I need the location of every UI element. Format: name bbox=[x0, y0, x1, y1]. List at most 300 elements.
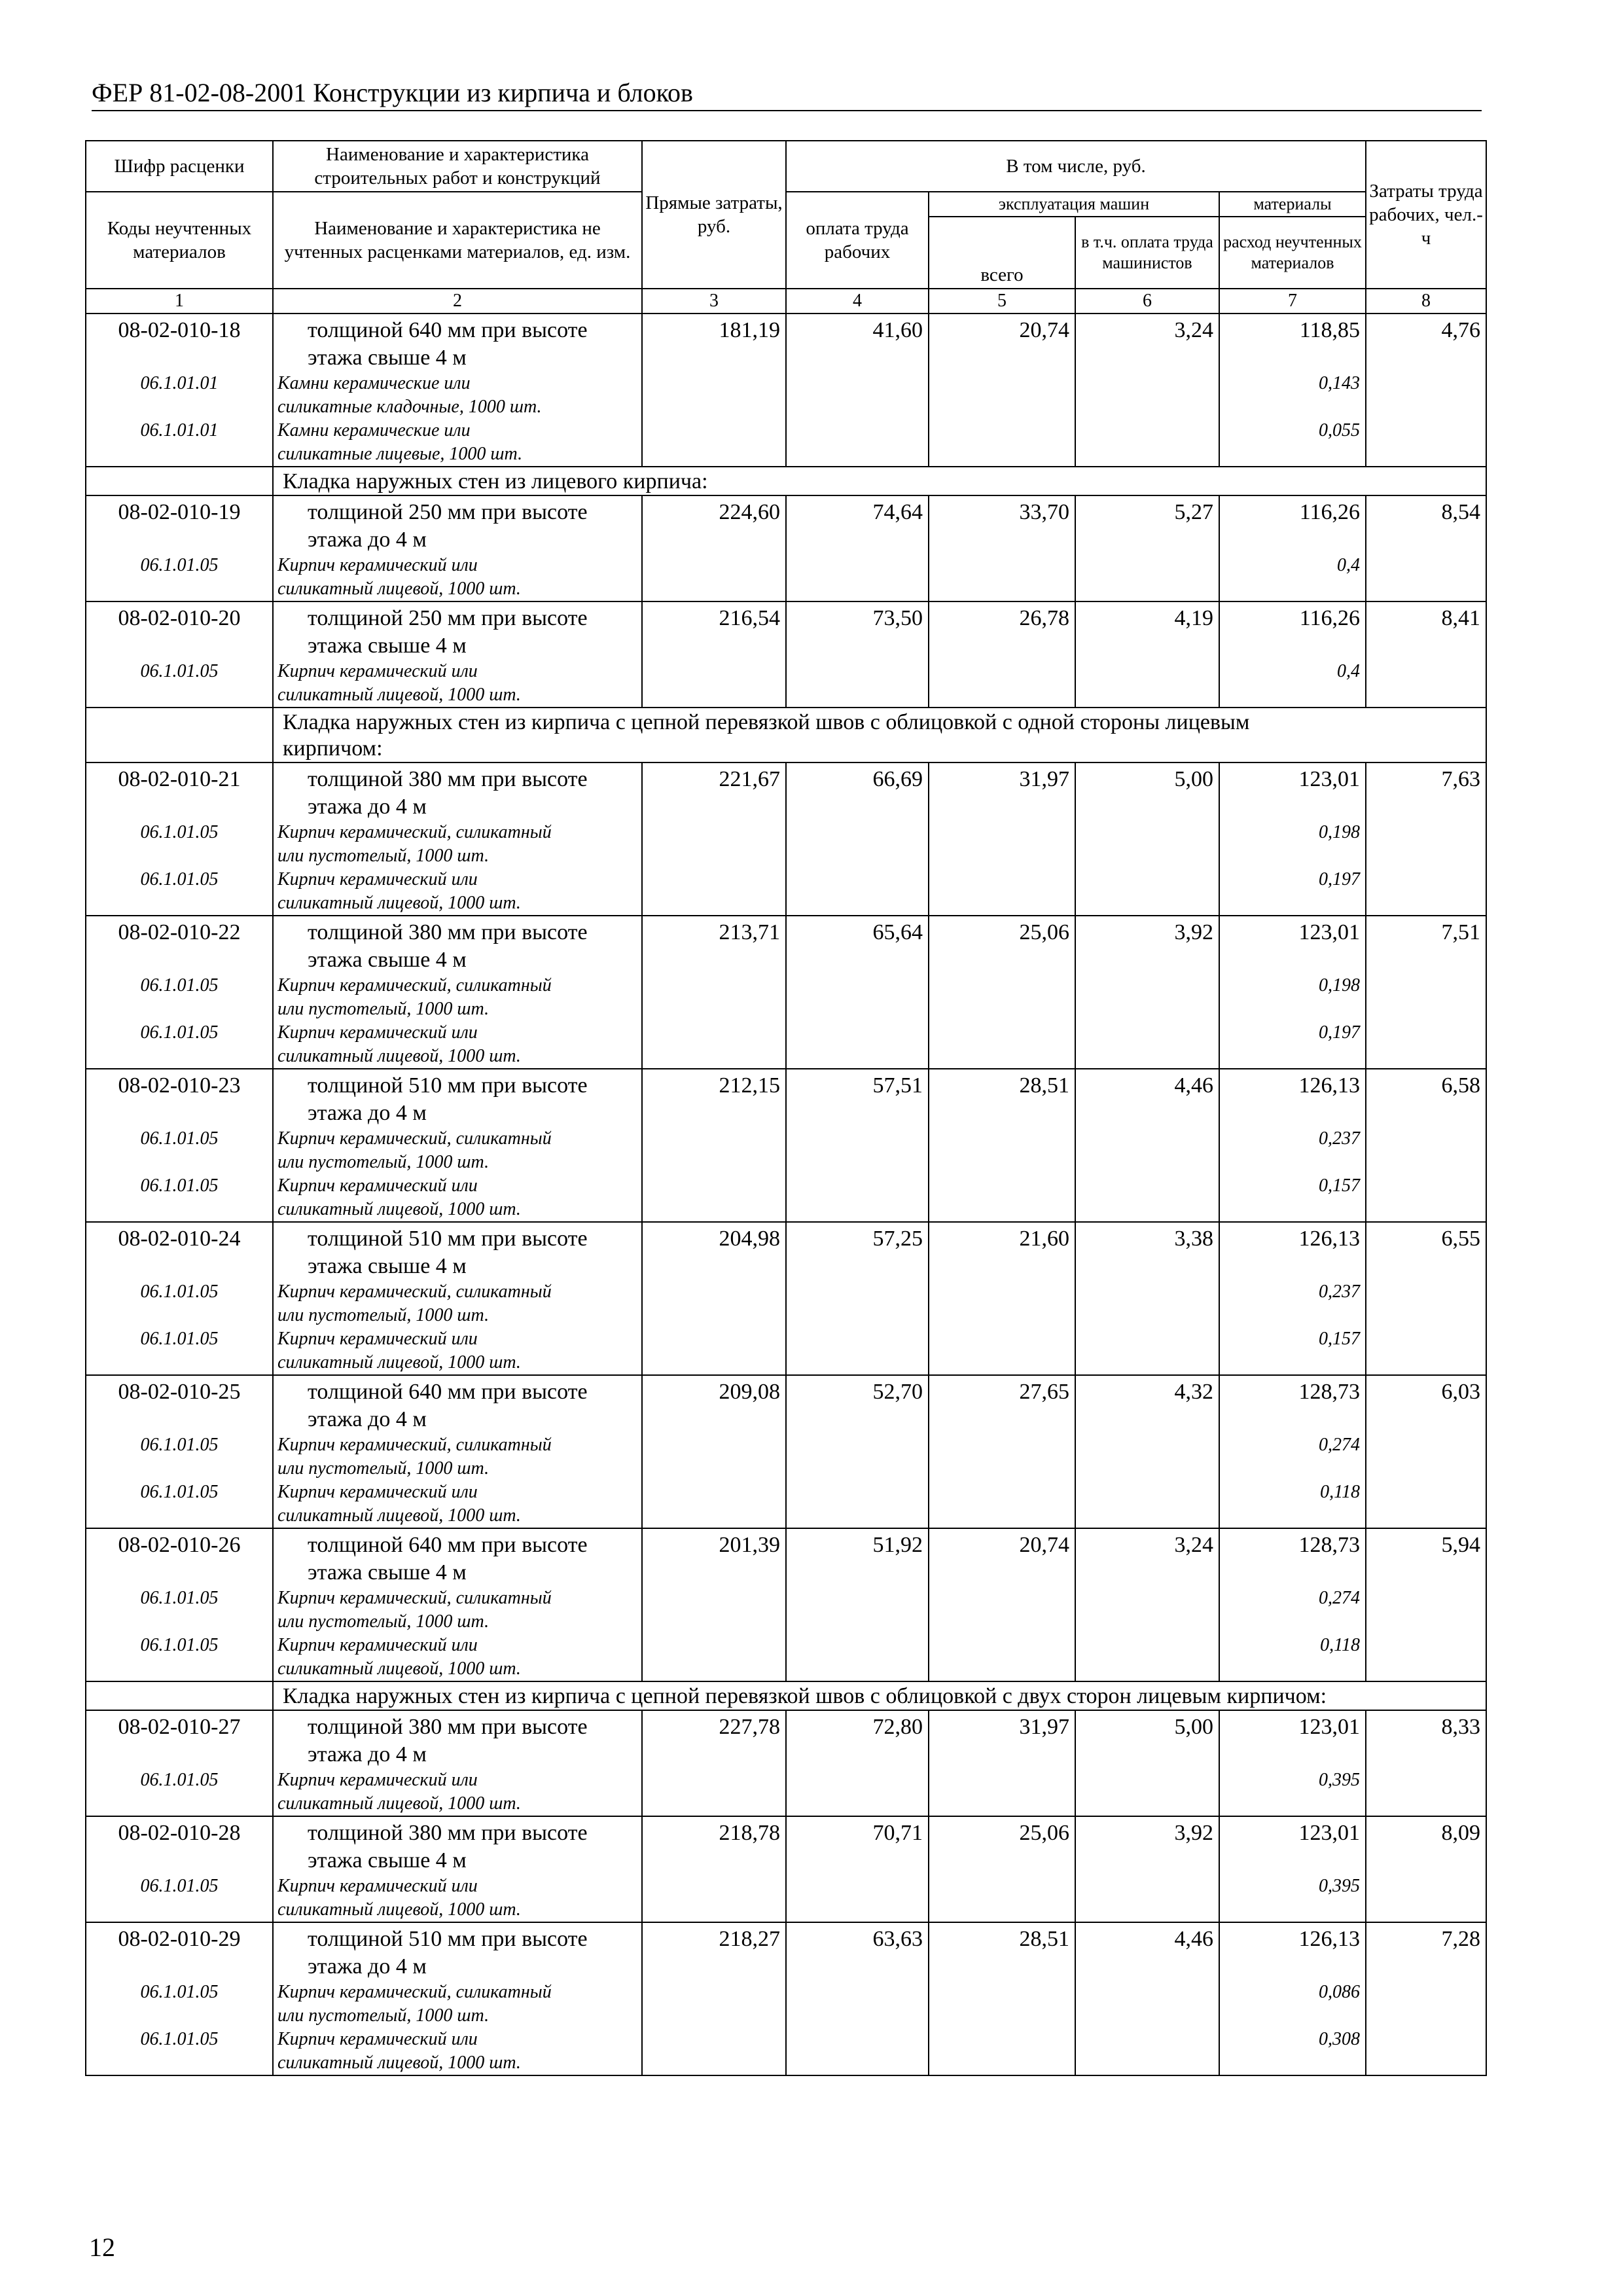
rate-code: 08-02-010-25 bbox=[86, 1375, 273, 1433]
material-name bbox=[273, 660, 642, 708]
section-code-cell bbox=[86, 708, 273, 762]
empty-cell bbox=[929, 1174, 1075, 1222]
empty-cell bbox=[642, 868, 786, 916]
material-name-line: Кирпич керамический, силикатный bbox=[277, 1282, 552, 1302]
material-quantity: 0,274 bbox=[1219, 1587, 1366, 1634]
header-labor-pay: оплата труда рабочих bbox=[786, 192, 929, 289]
empty-cell bbox=[786, 974, 929, 1021]
empty-cell bbox=[929, 554, 1075, 601]
material-name-line: силикатный лицевой, 1000 шт. bbox=[277, 685, 521, 705]
machines-total: 20,74 bbox=[929, 1528, 1075, 1587]
material-name-line: Кирпич керамический или bbox=[277, 1329, 478, 1349]
empty-cell bbox=[786, 1874, 929, 1922]
empty-cell bbox=[786, 1433, 929, 1480]
rate-name bbox=[273, 1710, 642, 1768]
rate-name-line: толщиной 640 мм при высоте bbox=[308, 1533, 588, 1557]
empty-cell bbox=[786, 1174, 929, 1222]
direct-cost: 221,67 bbox=[642, 762, 786, 821]
empty-cell bbox=[642, 821, 786, 868]
material-name-line: силикатные кладочные, 1000 шт. bbox=[277, 397, 542, 417]
material-name-line: силикатные лицевые, 1000 шт. bbox=[277, 444, 523, 464]
labor-hours: 7,51 bbox=[1366, 916, 1486, 974]
empty-cell bbox=[1366, 1634, 1486, 1681]
material-code: 06.1.01.05 bbox=[86, 1327, 273, 1375]
material-quantity: 0,237 bbox=[1219, 1127, 1366, 1174]
rate-name-line: этажа свыше 4 м bbox=[308, 346, 467, 370]
material-name-line: Кирпич керамический или bbox=[277, 1175, 478, 1196]
materials-cost: 126,13 bbox=[1219, 1222, 1366, 1280]
rate-name-line: этажа до 4 м bbox=[308, 1407, 427, 1431]
empty-cell bbox=[642, 1981, 786, 2028]
empty-cell bbox=[1075, 554, 1219, 601]
empty-cell bbox=[1075, 821, 1219, 868]
material-code: 06.1.01.01 bbox=[86, 419, 273, 467]
material-name-line: Кирпич керамический или bbox=[277, 1022, 478, 1043]
labor-pay: 72,80 bbox=[786, 1710, 929, 1768]
machinists-pay: 3,92 bbox=[1075, 916, 1219, 974]
empty-cell bbox=[929, 372, 1075, 419]
material-name-line: Кирпич керамический, силикатный bbox=[277, 1128, 552, 1149]
direct-cost: 218,27 bbox=[642, 1922, 786, 1981]
empty-cell bbox=[929, 1874, 1075, 1922]
machines-total: 28,51 bbox=[929, 1069, 1075, 1127]
empty-cell bbox=[786, 821, 929, 868]
empty-cell bbox=[786, 372, 929, 419]
material-quantity: 0,118 bbox=[1219, 1634, 1366, 1681]
section-heading-line: кирпичом: bbox=[283, 736, 383, 761]
material-row bbox=[86, 1127, 1486, 1174]
direct-cost: 212,15 bbox=[642, 1069, 786, 1127]
rate-code: 08-02-010-18 bbox=[86, 314, 273, 372]
header-materials-use: расход неучтенных материалов bbox=[1219, 217, 1366, 289]
material-row bbox=[86, 1981, 1486, 2028]
empty-cell bbox=[1075, 1634, 1219, 1681]
rate-row bbox=[86, 1528, 1486, 1587]
rate-row bbox=[86, 1922, 1486, 1981]
material-code: 06.1.01.05 bbox=[86, 821, 273, 868]
table-body bbox=[86, 314, 1486, 2075]
rate-name bbox=[273, 1528, 642, 1587]
rate-name-line: толщиной 380 мм при высоте bbox=[308, 767, 588, 791]
empty-cell bbox=[1075, 868, 1219, 916]
empty-cell bbox=[1075, 1587, 1219, 1634]
rate-code: 08-02-010-28 bbox=[86, 1816, 273, 1874]
material-quantity: 0,197 bbox=[1219, 868, 1366, 916]
empty-cell bbox=[642, 1480, 786, 1528]
empty-cell bbox=[1366, 1280, 1486, 1327]
rate-row bbox=[86, 762, 1486, 821]
empty-cell bbox=[929, 1634, 1075, 1681]
empty-cell bbox=[1366, 1021, 1486, 1069]
empty-cell bbox=[1366, 1874, 1486, 1922]
empty-cell bbox=[929, 2028, 1075, 2075]
material-name bbox=[273, 2028, 642, 2075]
labor-pay: 52,70 bbox=[786, 1375, 929, 1433]
rate-name-line: этажа до 4 м bbox=[308, 528, 427, 552]
labor-pay: 63,63 bbox=[786, 1922, 929, 1981]
empty-cell bbox=[786, 1587, 929, 1634]
material-name bbox=[273, 974, 642, 1021]
rate-name-line: толщиной 380 мм при высоте bbox=[308, 1821, 588, 1845]
empty-cell bbox=[1366, 1174, 1486, 1222]
material-name bbox=[273, 868, 642, 916]
material-name-line: силикатный лицевой, 1000 шт. bbox=[277, 1659, 521, 1679]
material-quantity: 0,157 bbox=[1219, 1327, 1366, 1375]
rate-name-line: этажа до 4 м bbox=[308, 795, 427, 819]
machinists-pay: 5,00 bbox=[1075, 762, 1219, 821]
material-row bbox=[86, 1480, 1486, 1528]
empty-cell bbox=[929, 419, 1075, 467]
material-quantity: 0,198 bbox=[1219, 974, 1366, 1021]
rate-name bbox=[273, 762, 642, 821]
material-row bbox=[86, 1874, 1486, 1922]
material-name bbox=[273, 372, 642, 419]
materials-cost: 123,01 bbox=[1219, 1710, 1366, 1768]
empty-cell bbox=[786, 1981, 929, 2028]
section-heading-row bbox=[86, 467, 1486, 495]
materials-cost: 126,13 bbox=[1219, 1922, 1366, 1981]
labor-hours: 4,76 bbox=[1366, 314, 1486, 372]
material-name-line: Камни керамические или bbox=[277, 373, 471, 393]
labor-pay: 66,69 bbox=[786, 762, 929, 821]
title-divider bbox=[92, 110, 1482, 111]
empty-cell bbox=[1075, 974, 1219, 1021]
materials-cost: 123,01 bbox=[1219, 762, 1366, 821]
material-name-line: или пустотелый, 1000 шт. bbox=[277, 999, 490, 1019]
rate-name bbox=[273, 314, 642, 372]
labor-hours: 6,55 bbox=[1366, 1222, 1486, 1280]
column-number: 5 bbox=[929, 289, 1075, 314]
direct-cost: 209,08 bbox=[642, 1375, 786, 1433]
empty-cell bbox=[1075, 372, 1219, 419]
empty-cell bbox=[929, 1280, 1075, 1327]
header-machinists-pay: в т.ч. оплата труда машинистов bbox=[1075, 217, 1219, 289]
empty-cell bbox=[642, 1127, 786, 1174]
material-name bbox=[273, 1021, 642, 1069]
empty-cell bbox=[1366, 821, 1486, 868]
empty-cell bbox=[1366, 554, 1486, 601]
material-name-line: Камни керамические или bbox=[277, 420, 471, 440]
machinists-pay: 4,19 bbox=[1075, 601, 1219, 660]
header-name: Наименование и характеристика строительных работ и конструкций bbox=[273, 141, 642, 192]
material-name bbox=[273, 1280, 642, 1327]
material-name bbox=[273, 1587, 642, 1634]
header-machines-total: всего bbox=[929, 217, 1075, 289]
rate-code: 08-02-010-19 bbox=[86, 495, 273, 554]
material-code: 06.1.01.05 bbox=[86, 868, 273, 916]
rate-name-line: этажа свыше 4 м bbox=[308, 634, 467, 658]
material-name-line: силикатный лицевой, 1000 шт. bbox=[277, 1505, 521, 1526]
direct-cost: 224,60 bbox=[642, 495, 786, 554]
column-number: 6 bbox=[1075, 289, 1219, 314]
column-number: 8 bbox=[1366, 289, 1486, 314]
material-name-line: силикатный лицевой, 1000 шт. bbox=[277, 1199, 521, 1219]
machines-total: 20,74 bbox=[929, 314, 1075, 372]
labor-hours: 8,09 bbox=[1366, 1816, 1486, 1874]
material-code: 06.1.01.05 bbox=[86, 1874, 273, 1922]
empty-cell bbox=[786, 1480, 929, 1528]
labor-hours: 8,33 bbox=[1366, 1710, 1486, 1768]
machines-total: 27,65 bbox=[929, 1375, 1075, 1433]
empty-cell bbox=[1075, 1768, 1219, 1816]
rate-code: 08-02-010-21 bbox=[86, 762, 273, 821]
material-row bbox=[86, 1587, 1486, 1634]
material-row bbox=[86, 1634, 1486, 1681]
material-name-line: силикатный лицевой, 1000 шт. bbox=[277, 893, 521, 913]
header-including: В том числе, руб. bbox=[786, 141, 1366, 192]
machinists-pay: 4,32 bbox=[1075, 1375, 1219, 1433]
material-quantity: 0,086 bbox=[1219, 1981, 1366, 2028]
header-unaccounted-name: Наименование и характеристика не учтенных расценками материалов, ед. изм. bbox=[273, 192, 642, 289]
empty-cell bbox=[786, 660, 929, 708]
material-name-line: Кирпич керамический, силикатный bbox=[277, 1435, 552, 1455]
table-header bbox=[86, 141, 1486, 314]
material-row bbox=[86, 1433, 1486, 1480]
empty-cell bbox=[786, 1768, 929, 1816]
material-name bbox=[273, 1480, 642, 1528]
section-heading-line: Кладка наружных стен из кирпича с цепной перевязкой швов с облицовкой с двух сторон лицевым кирпичом: bbox=[283, 1684, 1327, 1708]
material-name-line: Кирпич керамический или bbox=[277, 661, 478, 681]
section-heading-line: Кладка наружных стен из кирпича с цепной перевязкой швов с облицовкой с одной стороны лицевым bbox=[283, 710, 1250, 734]
empty-cell bbox=[642, 1327, 786, 1375]
empty-cell bbox=[642, 1280, 786, 1327]
material-row bbox=[86, 419, 1486, 467]
material-row bbox=[86, 2028, 1486, 2075]
empty-cell bbox=[929, 1480, 1075, 1528]
empty-cell bbox=[1075, 1874, 1219, 1922]
materials-cost: 116,26 bbox=[1219, 495, 1366, 554]
material-code: 06.1.01.05 bbox=[86, 1174, 273, 1222]
machinists-pay: 3,24 bbox=[1075, 314, 1219, 372]
empty-cell bbox=[1075, 1021, 1219, 1069]
material-code: 06.1.01.05 bbox=[86, 1634, 273, 1681]
material-name bbox=[273, 1981, 642, 2028]
machines-total: 21,60 bbox=[929, 1222, 1075, 1280]
machinists-pay: 3,38 bbox=[1075, 1222, 1219, 1280]
machinists-pay: 3,92 bbox=[1075, 1816, 1219, 1874]
material-name-line: Кирпич керамический, силикатный bbox=[277, 1982, 552, 2002]
empty-cell bbox=[1366, 1480, 1486, 1528]
rate-code: 08-02-010-29 bbox=[86, 1922, 273, 1981]
empty-cell bbox=[929, 1327, 1075, 1375]
section-heading-row bbox=[86, 708, 1486, 762]
material-name-line: или пустотелый, 1000 шт. bbox=[277, 1458, 490, 1479]
empty-cell bbox=[1366, 1327, 1486, 1375]
empty-cell bbox=[929, 1021, 1075, 1069]
section-heading-line: Кладка наружных стен из лицевого кирпича: bbox=[283, 469, 708, 493]
labor-hours: 7,28 bbox=[1366, 1922, 1486, 1981]
labor-hours: 8,54 bbox=[1366, 495, 1486, 554]
empty-cell bbox=[642, 372, 786, 419]
rate-name-line: толщиной 380 мм при высоте bbox=[308, 920, 588, 944]
material-name-line: Кирпич керамический, силикатный bbox=[277, 1588, 552, 1608]
labor-pay: 51,92 bbox=[786, 1528, 929, 1587]
empty-cell bbox=[642, 2028, 786, 2075]
empty-cell bbox=[1366, 868, 1486, 916]
material-row bbox=[86, 554, 1486, 601]
section-heading bbox=[273, 467, 1486, 495]
empty-cell bbox=[1366, 660, 1486, 708]
material-name-line: или пустотелый, 1000 шт. bbox=[277, 2005, 490, 2026]
material-name-line: Кирпич керамический, силикатный bbox=[277, 975, 552, 996]
header-machines: эксплуатация машин bbox=[929, 192, 1219, 217]
material-code: 06.1.01.05 bbox=[86, 1981, 273, 2028]
material-quantity: 0,395 bbox=[1219, 1874, 1366, 1922]
labor-hours: 8,41 bbox=[1366, 601, 1486, 660]
rate-name-line: толщиной 510 мм при высоте bbox=[308, 1073, 588, 1098]
material-name bbox=[273, 821, 642, 868]
material-quantity: 0,198 bbox=[1219, 821, 1366, 868]
empty-cell bbox=[786, 419, 929, 467]
empty-cell bbox=[1075, 1280, 1219, 1327]
rate-code: 08-02-010-27 bbox=[86, 1710, 273, 1768]
empty-cell bbox=[929, 1981, 1075, 2028]
materials-cost: 118,85 bbox=[1219, 314, 1366, 372]
labor-pay: 70,71 bbox=[786, 1816, 929, 1874]
material-code: 06.1.01.05 bbox=[86, 1587, 273, 1634]
empty-cell bbox=[929, 1768, 1075, 1816]
rate-row bbox=[86, 1375, 1486, 1433]
rate-name-line: толщиной 640 мм при высоте bbox=[308, 1380, 588, 1404]
section-heading bbox=[273, 1681, 1486, 1710]
material-name-line: или пустотелый, 1000 шт. bbox=[277, 846, 490, 866]
machinists-pay: 4,46 bbox=[1075, 1069, 1219, 1127]
rate-name bbox=[273, 1816, 642, 1874]
empty-cell bbox=[1366, 1768, 1486, 1816]
rate-name-line: этажа свыше 4 м bbox=[308, 1848, 467, 1873]
material-name-line: Кирпич керамический или bbox=[277, 869, 478, 889]
rate-code: 08-02-010-23 bbox=[86, 1069, 273, 1127]
material-name-line: силикатный лицевой, 1000 шт. bbox=[277, 1046, 521, 1066]
material-name-line: силикатный лицевой, 1000 шт. bbox=[277, 2053, 521, 2073]
rate-name-line: этажа свыше 4 м bbox=[308, 1560, 467, 1585]
labor-pay: 74,64 bbox=[786, 495, 929, 554]
rate-name-line: толщиной 510 мм при высоте bbox=[308, 1227, 588, 1251]
material-code: 06.1.01.01 bbox=[86, 372, 273, 419]
rate-row bbox=[86, 1222, 1486, 1280]
rate-name-line: толщиной 640 мм при высоте bbox=[308, 318, 588, 342]
labor-pay: 73,50 bbox=[786, 601, 929, 660]
materials-cost: 126,13 bbox=[1219, 1069, 1366, 1127]
material-name-line: силикатный лицевой, 1000 шт. bbox=[277, 1899, 521, 1920]
material-name-line: Кирпич керамический или bbox=[277, 1770, 478, 1790]
empty-cell bbox=[1366, 1981, 1486, 2028]
empty-cell bbox=[929, 1433, 1075, 1480]
empty-cell bbox=[1366, 2028, 1486, 2075]
machines-total: 25,06 bbox=[929, 1816, 1075, 1874]
rate-name bbox=[273, 495, 642, 554]
direct-cost: 181,19 bbox=[642, 314, 786, 372]
empty-cell bbox=[786, 1327, 929, 1375]
rate-name-line: этажа до 4 м bbox=[308, 1954, 427, 1979]
material-code: 06.1.01.05 bbox=[86, 1280, 273, 1327]
direct-cost: 227,78 bbox=[642, 1710, 786, 1768]
empty-cell bbox=[642, 974, 786, 1021]
rates-table bbox=[85, 140, 1487, 2076]
material-name-line: силикатный лицевой, 1000 шт. bbox=[277, 579, 521, 599]
material-name-line: Кирпич керамический или bbox=[277, 2029, 478, 2049]
rate-row bbox=[86, 495, 1486, 554]
material-name bbox=[273, 554, 642, 601]
empty-cell bbox=[786, 1280, 929, 1327]
empty-cell bbox=[1075, 1327, 1219, 1375]
direct-cost: 218,78 bbox=[642, 1816, 786, 1874]
empty-cell bbox=[1366, 1587, 1486, 1634]
column-number: 2 bbox=[273, 289, 642, 314]
labor-hours: 5,94 bbox=[1366, 1528, 1486, 1587]
material-row bbox=[86, 974, 1486, 1021]
material-name-line: Кирпич керамический или bbox=[277, 1876, 478, 1896]
material-quantity: 0,143 bbox=[1219, 372, 1366, 419]
labor-hours: 6,58 bbox=[1366, 1069, 1486, 1127]
header-labor-cost: Затраты труда рабочих, чел.-ч bbox=[1366, 141, 1486, 289]
material-row bbox=[86, 372, 1486, 419]
material-name bbox=[273, 1127, 642, 1174]
material-name-line: или пустотелый, 1000 шт. bbox=[277, 1611, 490, 1632]
material-code: 06.1.01.05 bbox=[86, 1433, 273, 1480]
material-name bbox=[273, 1634, 642, 1681]
material-quantity: 0,4 bbox=[1219, 554, 1366, 601]
labor-hours: 7,63 bbox=[1366, 762, 1486, 821]
machinists-pay: 5,27 bbox=[1075, 495, 1219, 554]
rate-code: 08-02-010-24 bbox=[86, 1222, 273, 1280]
empty-cell bbox=[1075, 660, 1219, 708]
empty-cell bbox=[642, 1174, 786, 1222]
empty-cell bbox=[642, 1433, 786, 1480]
empty-cell bbox=[1075, 1981, 1219, 2028]
material-name bbox=[273, 1174, 642, 1222]
empty-cell bbox=[642, 554, 786, 601]
column-number: 7 bbox=[1219, 289, 1366, 314]
empty-cell bbox=[642, 1874, 786, 1922]
materials-cost: 123,01 bbox=[1219, 916, 1366, 974]
header-unaccounted-codes: Коды неучтенных материалов bbox=[86, 192, 273, 289]
empty-cell bbox=[642, 1587, 786, 1634]
rate-name bbox=[273, 1922, 642, 1981]
labor-hours: 6,03 bbox=[1366, 1375, 1486, 1433]
materials-cost: 123,01 bbox=[1219, 1816, 1366, 1874]
empty-cell bbox=[786, 1021, 929, 1069]
material-code: 06.1.01.05 bbox=[86, 974, 273, 1021]
empty-cell bbox=[929, 1587, 1075, 1634]
material-code: 06.1.01.05 bbox=[86, 1021, 273, 1069]
rate-code: 08-02-010-20 bbox=[86, 601, 273, 660]
rate-name bbox=[273, 1069, 642, 1127]
empty-cell bbox=[1075, 419, 1219, 467]
empty-cell bbox=[642, 1634, 786, 1681]
material-row bbox=[86, 868, 1486, 916]
rate-name-line: этажа свыше 4 м bbox=[308, 948, 467, 972]
empty-cell bbox=[929, 974, 1075, 1021]
materials-cost: 128,73 bbox=[1219, 1375, 1366, 1433]
material-name-line: Кирпич керамический или bbox=[277, 555, 478, 575]
rate-name-line: толщиной 380 мм при высоте bbox=[308, 1715, 588, 1739]
rate-name bbox=[273, 916, 642, 974]
material-code: 06.1.01.05 bbox=[86, 660, 273, 708]
rate-row bbox=[86, 601, 1486, 660]
header-code: Шифр расценки bbox=[86, 141, 273, 192]
material-code: 06.1.01.05 bbox=[86, 554, 273, 601]
empty-cell bbox=[1366, 372, 1486, 419]
material-name-line: или пустотелый, 1000 шт. bbox=[277, 1152, 490, 1172]
empty-cell bbox=[929, 660, 1075, 708]
empty-cell bbox=[929, 868, 1075, 916]
rate-name-line: этажа до 4 м bbox=[308, 1742, 427, 1767]
rate-name-line: этажа свыше 4 м bbox=[308, 1254, 467, 1278]
column-numbers-row bbox=[86, 289, 1486, 314]
column-number: 4 bbox=[786, 289, 929, 314]
material-row bbox=[86, 821, 1486, 868]
